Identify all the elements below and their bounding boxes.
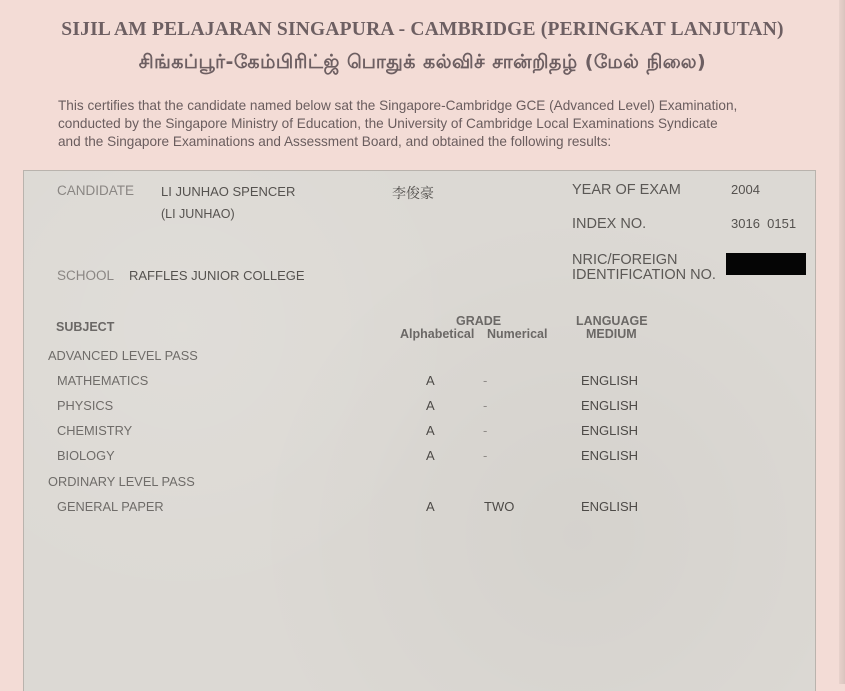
nric-label-line: IDENTIFICATION NO.: [572, 267, 716, 283]
alphabetical-grade: A: [426, 448, 435, 463]
title-tamil: சிங்கப்பூர்-கேம்பிரிட்ஜ் பொதுக் கல்விச் சான்றிதழ் (மேல் நிலை): [138, 51, 707, 73]
nric-label: [572, 253, 716, 283]
alphabetical-grade: A: [426, 499, 435, 514]
school-value: RAFFLES JUNIOR COLLEGE: [129, 268, 305, 283]
language-medium: ENGLISH: [581, 423, 639, 438]
language-medium: ENGLISH: [581, 448, 639, 463]
section-title: ORDINARY LEVEL PASS: [48, 474, 195, 489]
candidate-alias: (LI JUNHAO): [161, 207, 235, 221]
numerical-grade: -: [483, 423, 488, 438]
alphabetical-grade: A: [426, 373, 435, 388]
results-panel: [23, 170, 816, 691]
redacted-nric-value: [726, 253, 806, 275]
index-no-label: INDEX NO.: [572, 216, 647, 232]
language-medium: ENGLISH: [581, 398, 639, 413]
title-english: SIJIL AM PELAJARAN SINGAPURA - CAMBRIDGE (PERINGKAT LANJUTAN): [61, 19, 784, 40]
page-edge: [839, 0, 845, 684]
numerical-grade: -: [483, 398, 488, 413]
medium-header: MEDIUM: [586, 327, 637, 341]
language-medium: ENGLISH: [581, 499, 639, 514]
school-label: SCHOOL: [57, 268, 115, 283]
numerical-grade: TWO: [484, 499, 515, 514]
subject-name: GENERAL PAPER: [57, 499, 164, 514]
alphabetical-grade: A: [426, 398, 435, 413]
section-title: ADVANCED LEVEL PASS: [48, 348, 198, 363]
language-header: LANGUAGE: [576, 314, 648, 328]
alphabetical-grade: A: [426, 423, 435, 438]
candidate-label: CANDIDATE: [57, 183, 135, 198]
certification-text: [58, 97, 798, 151]
certification-line: This certifies that the candidate named below sat the Singapore-Cambridge GCE (Advanced Level) Examination,: [58, 98, 738, 113]
nric-label-line: NRIC/FOREIGN: [572, 252, 678, 268]
certification-line: conducted by the Singapore Ministry of Education, the University of Cambridge Local Examinations Syndicate: [58, 116, 718, 131]
grade-header: GRADE: [456, 314, 502, 328]
numerical-grade: -: [483, 448, 488, 463]
subject-name: CHEMISTRY: [57, 423, 133, 438]
subject-header: SUBJECT: [56, 320, 115, 334]
subject-name: MATHEMATICS: [57, 373, 149, 388]
subject-name: BIOLOGY: [57, 448, 115, 463]
year-of-exam-label: YEAR OF EXAM: [572, 182, 681, 198]
index-no-value: 3016 0151: [731, 216, 797, 231]
certification-line: and the Singapore Examinations and Assessment Board, and obtained the following results:: [58, 134, 612, 149]
year-of-exam-value: 2004: [731, 182, 760, 197]
language-medium: ENGLISH: [581, 373, 639, 388]
candidate-name: LI JUNHAO SPENCER: [161, 184, 296, 199]
numerical-header: Numerical: [487, 327, 548, 341]
subject-name: PHYSICS: [57, 398, 114, 413]
numerical-grade: -: [483, 373, 488, 388]
candidate-chinese-name: 李俊豪: [392, 186, 434, 202]
alphabetical-header: Alphabetical: [400, 327, 475, 341]
